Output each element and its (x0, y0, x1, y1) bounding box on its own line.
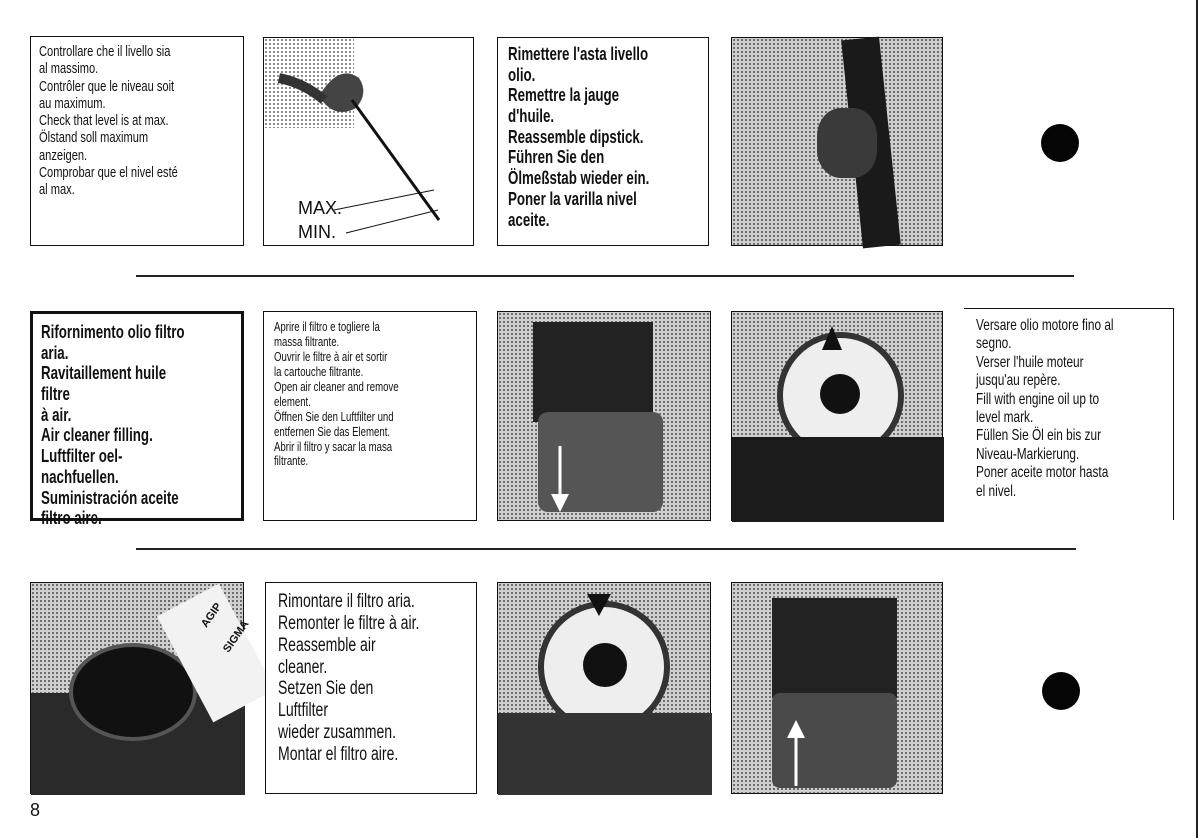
dipstick-max-label: MAX. (298, 198, 343, 218)
photo-filter-top-view (731, 311, 943, 521)
instruction-box-check-level (30, 36, 244, 246)
bullet-dot-top (1041, 124, 1079, 162)
instruction-text-open-filter: Aprire il filtro e togliere la massa filtrante. Ouvrir le filtre à air et sortir la cartouche filtrante. Open air cleaner and remove element. Öffnen Sie den Luftfilter und entfernen Sie das Element. Abrir il filtro y sacar la masa filtrante. (274, 319, 399, 469)
instruction-text-reassemble-filter: Rimontare il filtro aria. Remonter le filtre à air. Reassemble air cleaner. Setzen Sie den Luftfilter wieder zusammen. Montar el filtro aire. (278, 591, 420, 765)
arrow-down-icon (584, 586, 614, 626)
photo-cover-install (731, 582, 943, 794)
instruction-text-fill-oil: Versare olio motore fino al segno. Verser l'huile moteur jusqu'au repère. Fill with engine oil up to level mark. Füllen Sie Öl ein bis zur Niveau-Markierung. Poner aceite motor hasta el nivel. (976, 317, 1114, 500)
instruction-title-air-cleaner-filling: Rifornimento olio filtro aria. Ravitaillement huile filtre à air. Air cleaner filling. Luftfilter oel-nachfuellen. Suministración aceite filtro aire. (41, 322, 185, 529)
instruction-box-reassemble-filter (265, 582, 477, 794)
instruction-box-open-filter (263, 311, 477, 521)
page-edge-line (1196, 0, 1198, 838)
instruction-box-fill-oil (964, 308, 1174, 520)
photo-filter-removal (497, 311, 711, 521)
dipstick-drawing (264, 38, 475, 247)
bullet-dot-bottom (1042, 672, 1080, 710)
instruction-text-check-level: Controllare che il livello sia al massimo. Contrôler que le niveau soit au maximum. Check that level is at max. Ölstand soll maximum anzeigen. Comprobar que el nivel esté al max. (39, 43, 178, 198)
arrow-down-icon (548, 444, 578, 514)
rotate-arrow-icon (812, 320, 852, 360)
arrow-up-icon (784, 718, 814, 788)
separator-rule-2 (136, 548, 1076, 550)
photo-filter-element-install (497, 582, 711, 794)
instruction-box-air-cleaner-filling (30, 311, 244, 529)
instruction-box-reassemble-dipstick (497, 37, 709, 246)
dipstick-min-label: MIN. (298, 222, 336, 242)
instruction-text-reassemble-dipstick: Rimettere l'asta livello olio. Remettre la jauge d'huile. Reassemble dipstick. Führen Sie den Ölmeßstab wieder ein. Poner la varilla nivel aceite. (508, 44, 650, 230)
photo-dipstick-insert (731, 37, 943, 246)
page-number: 8 (30, 800, 41, 820)
photo-oil-pouring (30, 582, 252, 794)
separator-rule-1 (136, 275, 1074, 277)
oil-can-label-sigma: SIGMA (221, 618, 252, 655)
oil-can-label-agip: AGIP (199, 600, 225, 630)
dipstick-illustration (263, 37, 474, 246)
